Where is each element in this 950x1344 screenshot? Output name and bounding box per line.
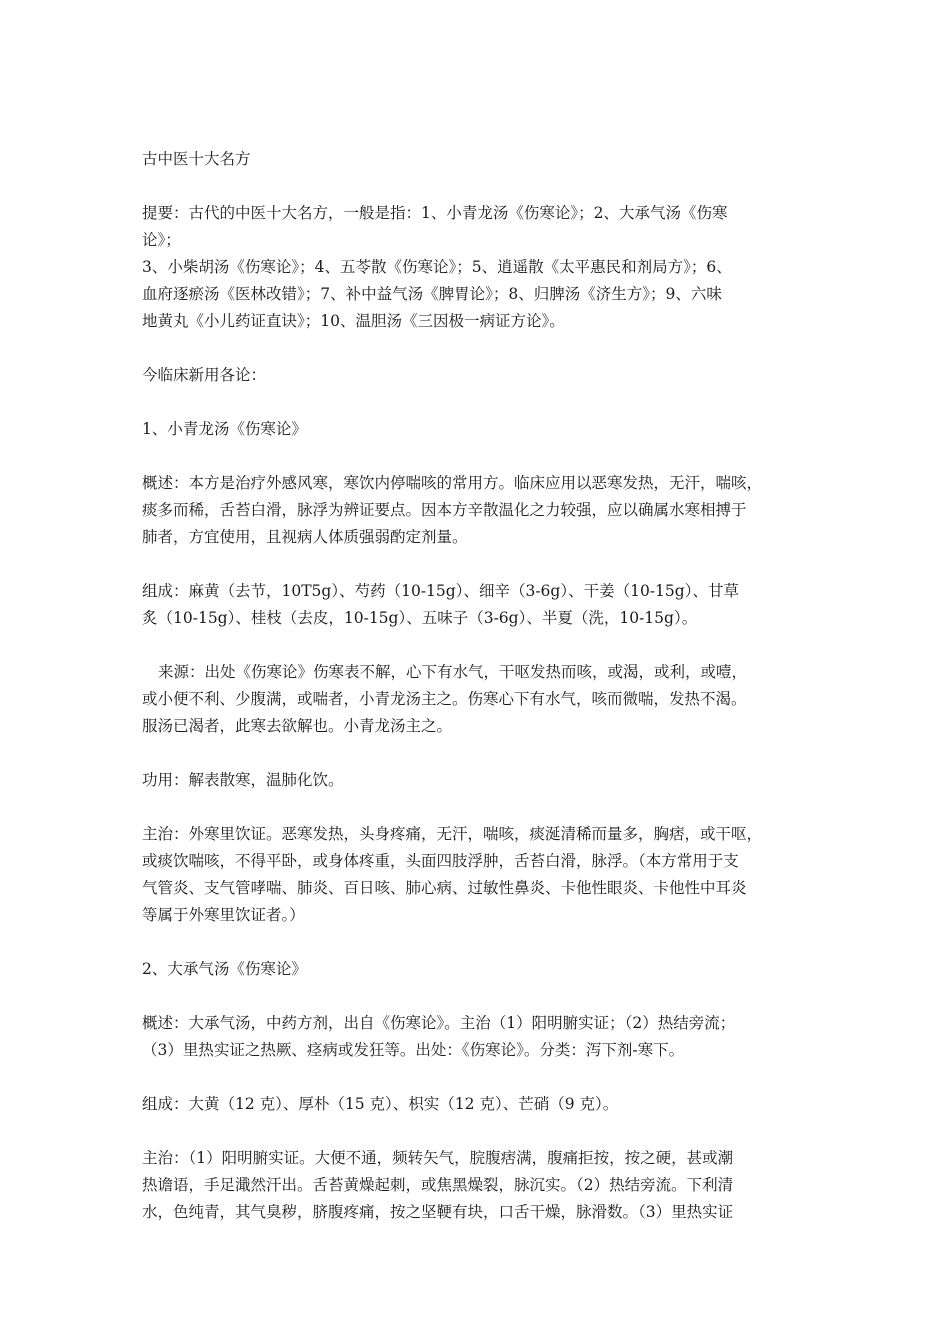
summary-line: 提要：古代的中医十大名方，一般是指：1、小青龙汤《伤寒论》；2、大承气汤《伤寒 xyxy=(142,204,728,222)
spacer xyxy=(142,740,810,767)
summary-line: 3、小柴胡汤《伤寒论》；4、五苓散《伤寒论》；5、逍遥散《太平惠民和剂局方》；6、 xyxy=(142,258,732,276)
overview-line: （3）里热实证之热厥、痉病或发狂等。出处：《伤寒论》。分类：泻下剂-寒下。 xyxy=(142,1041,685,1059)
indication-line: 气管炎、支气管哮喘、肺炎、百日咳、肺心病、过敏性鼻炎、卡他性眼炎、卡他性中耳炎 xyxy=(142,879,747,897)
indication-line: 主治：（1）阳明腑实证。大便不通，频转矢气，脘腹痞满，腹痛拒按，按之硬，甚或潮 xyxy=(142,1149,734,1167)
spacer xyxy=(142,173,810,200)
spacer xyxy=(142,632,810,659)
section1-heading: 1、小青龙汤《伤寒论》 xyxy=(142,420,307,438)
spacer xyxy=(142,389,810,416)
composition-line: 炙（10-15g）、桂枝（去皮，10-15g）、五味子（3-6g）、半夏（洗，10-15g）。 xyxy=(142,609,698,627)
overview-line: 痰多而稀，舌苔白滑，脉浮为辨证要点。因本方辛散温化之力较强，应以确属水寒相搏于 xyxy=(142,501,747,519)
document-title: 古中医十大名方 xyxy=(142,150,251,168)
section1-overview xyxy=(142,470,810,551)
summary-paragraph xyxy=(142,200,810,335)
document-page xyxy=(142,146,810,1226)
intro-text: 今临床新用各论： xyxy=(142,366,267,384)
spacer xyxy=(142,1064,810,1091)
section2-composition: 组成：大黄（12 克）、厚朴（15 克）、枳实（12 克）、芒硝（9 克）。 xyxy=(142,1095,619,1113)
summary-line: 地黄丸《小儿药证直诀》；10、温胆汤《三因极一病证方论》。 xyxy=(142,312,565,330)
summary-line: 血府逐瘀汤《医林改错》；7、补中益气汤《脾胃论》；8、归脾汤《济生方》；9、六味 xyxy=(142,285,722,303)
indication-line: 水，色纯青，其气臭秽，脐腹疼痛，按之坚鞕有块，口舌干燥，脉滑数。（3）里热实证 xyxy=(142,1203,734,1221)
spacer xyxy=(142,929,810,956)
section2-overview xyxy=(142,1010,810,1064)
section1-composition xyxy=(142,578,810,632)
spacer xyxy=(142,1118,810,1145)
indication-line: 或痰饮喘咳，不得平卧，或身体疼重，头面四肢浮肿，舌苔白滑，脉浮。（本方常用于支 xyxy=(142,852,739,870)
indication-line: 等属于外寒里饮证者。） xyxy=(142,906,305,924)
spacer xyxy=(142,983,810,1010)
indication-line: 主治：外寒里饮证。恶寒发热，头身疼痛，无汗，喘咳，痰涎清稀而量多，胸痞，或干呕， xyxy=(142,825,763,843)
section2-heading: 2、大承气汤《伤寒论》 xyxy=(142,960,307,978)
overview-line: 肺者，方宜使用，且视病人体质强弱酌定剂量。 xyxy=(142,528,468,546)
section1-source xyxy=(142,659,810,740)
overview-line: 概述：大承气汤，中药方剂，出自《伤寒论》。主治（1）阳明腑实证；（2）热结旁流； xyxy=(142,1014,736,1032)
spacer xyxy=(142,794,810,821)
indication-line: 热谵语，手足濈然汗出。舌苔黄燥起刺，或焦黑燥裂，脉沉实。（2）热结旁流。下利清 xyxy=(142,1176,734,1194)
spacer xyxy=(142,335,810,362)
spacer xyxy=(142,551,810,578)
composition-line: 组成：麻黄（去节，10T5g）、芍药（10-15g）、细辛（3-6g）、干姜（10-15g）、甘草 xyxy=(142,582,739,600)
section1-function: 功用：解表散寒，温肺化饮。 xyxy=(142,771,344,789)
source-line: 来源：出处《伤寒论》伤寒表不解，心下有水气，干呕发热而咳，或渴，或利，或噎， xyxy=(158,663,748,681)
section2-indication xyxy=(142,1145,810,1226)
source-line: 或小便不利、少腹满，或喘者，小青龙汤主之。伤寒心下有水气，咳而微喘，发热不渴。 xyxy=(142,690,747,708)
source-line: 服汤已渴者，此寒去欲解也。小青龙汤主之。 xyxy=(142,717,453,735)
overview-line: 概述：本方是治疗外感风寒，寒饮内停喘咳的常用方。临床应用以恶寒发热，无汗，喘咳， xyxy=(142,474,763,492)
summary-line: 论》； xyxy=(142,231,181,249)
section1-indication xyxy=(142,821,810,929)
spacer xyxy=(142,443,810,470)
